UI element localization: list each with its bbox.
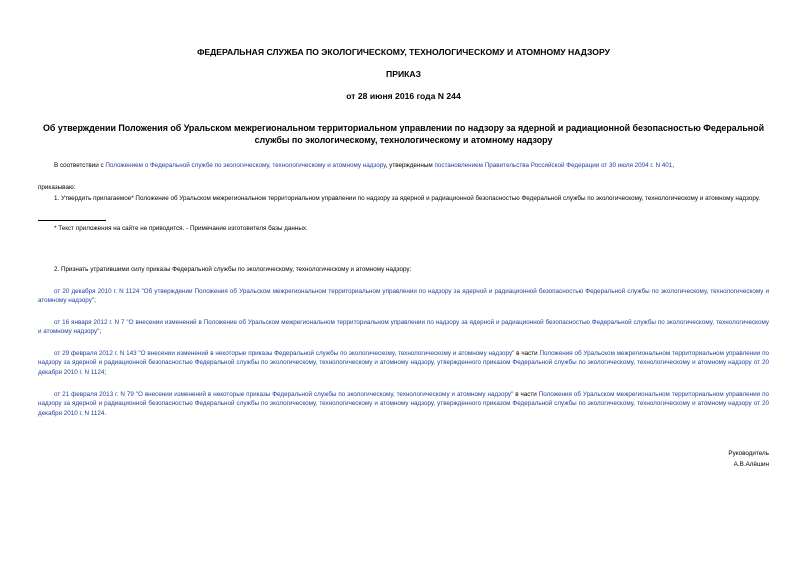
document-title: Об утверждении Положения об Уральском межрегиональном территориальном управлении по надзору за ядерной и радиационной безопасностью Федеральной службы по экологическому, технологическому и атомному надзору [42, 123, 765, 145]
revoked-order-2 [38, 318, 769, 337]
signature-role: Руководитель [728, 450, 769, 457]
revoked-order-4-text: в части [513, 391, 539, 398]
revoked-order-3-text: в части [514, 350, 540, 357]
link-government-decree[interactable]: постановлением Правительства Российской Федерации от 30 июля 2004 г. N 401 [434, 162, 673, 169]
document-date: от 28 июня 2016 года N 244 [346, 91, 461, 101]
order-word: приказываю: [38, 184, 76, 191]
signature-name: А.В.Алёшин [733, 461, 769, 468]
footnote-divider [38, 220, 106, 221]
revoked-order-1-tail: ; [94, 297, 96, 305]
preamble-text-2: , утвержденным [385, 162, 435, 169]
link-order-7[interactable]: от 16 января 2012 г. N 7 "О внесении изменений в Положение об Уральском межрегиональном территориальном управлении по надзору за ядерной и радиационной безопасностью Федеральной службы по экологическому, технологическому и атомному надзору" [38, 319, 769, 336]
link-order-79[interactable]: от 21 февраля 2013 г. N 79 "О внесении изменений в некоторые приказы Федеральной службы по экологическому, технологическому и атомному надзору" [54, 391, 514, 398]
revoked-order-2-tail: ; [99, 328, 102, 336]
agency-name: ФЕДЕРАЛЬНАЯ СЛУЖБА ПО ЭКОЛОГИЧЕСКОМУ, ТЕХНОЛОГИЧЕСКОМУ И АТОМНОМУ НАДЗОРУ [197, 47, 610, 57]
link-order-143[interactable]: от 29 февраля 2012 г. N 143 "О внесении изменений в некоторые приказы Федеральной службы по экологическому, технологическому и атомному надзору" [54, 350, 515, 357]
footnote: * Текст приложения на сайте не приводится. - Примечание изготовителя базы данных. [54, 225, 308, 232]
preamble-text-1: В соответствии с [54, 162, 106, 169]
revoked-order-3 [38, 349, 769, 377]
document-type: ПРИКАЗ [386, 69, 421, 79]
revoked-order-4-tail: . [104, 409, 107, 417]
revoked-order-1 [38, 287, 769, 306]
preamble [38, 161, 769, 170]
link-order-79-part[interactable]: Положения об Уральском межрегиональном территориальном управлении по надзору за ядерной и радиационной безопасностью Федеральной службы по экологическому, технологическому и атомному надзору, утвержденного приказом Федеральной службы по экологическому, технологическому и атомному надзору от 20 декабря 2010 г. N 1124 [38, 391, 770, 417]
revoked-order-4 [38, 390, 769, 418]
link-order-1124[interactable]: от 20 декабря 2010 г. N 1124 "Об утверждении Положения об Уральском межрегиональном территориальном управлении по надзору за ядерной и радиационной безопасностью Федеральной службы по экологическому, технологическому и атомному надзору" [38, 288, 769, 305]
preamble-text-3: , [672, 162, 675, 169]
item-1: 1. Утвердить прилагаемое* Положение об Уральском межрегиональном территориальном управлении по надзору за ядерной и радиационной безопасностью Федеральной службы по экологическому, технологическому и атомному надзору. [54, 195, 761, 202]
revoked-order-3-tail: ; [104, 368, 107, 376]
item-2: 2. Признать утратившими силу приказы Федеральной службы по экологическому, технологическому и атомному надзору: [54, 266, 412, 273]
link-order-143-part[interactable]: Положения об Уральском межрегиональном территориальном управлении по надзору за ядерной и радиационной безопасностью Федеральной службы по экологическому, технологическому и атомному надзору, утвержденного приказом Федеральной службы по экологическому, технологическому и атомному надзору от 20 декабря 2010 г. N 1124 [38, 350, 769, 376]
link-service-regulation[interactable]: Положением о Федеральной службе по экологическому, технологическому и атомному надзору [105, 162, 386, 169]
